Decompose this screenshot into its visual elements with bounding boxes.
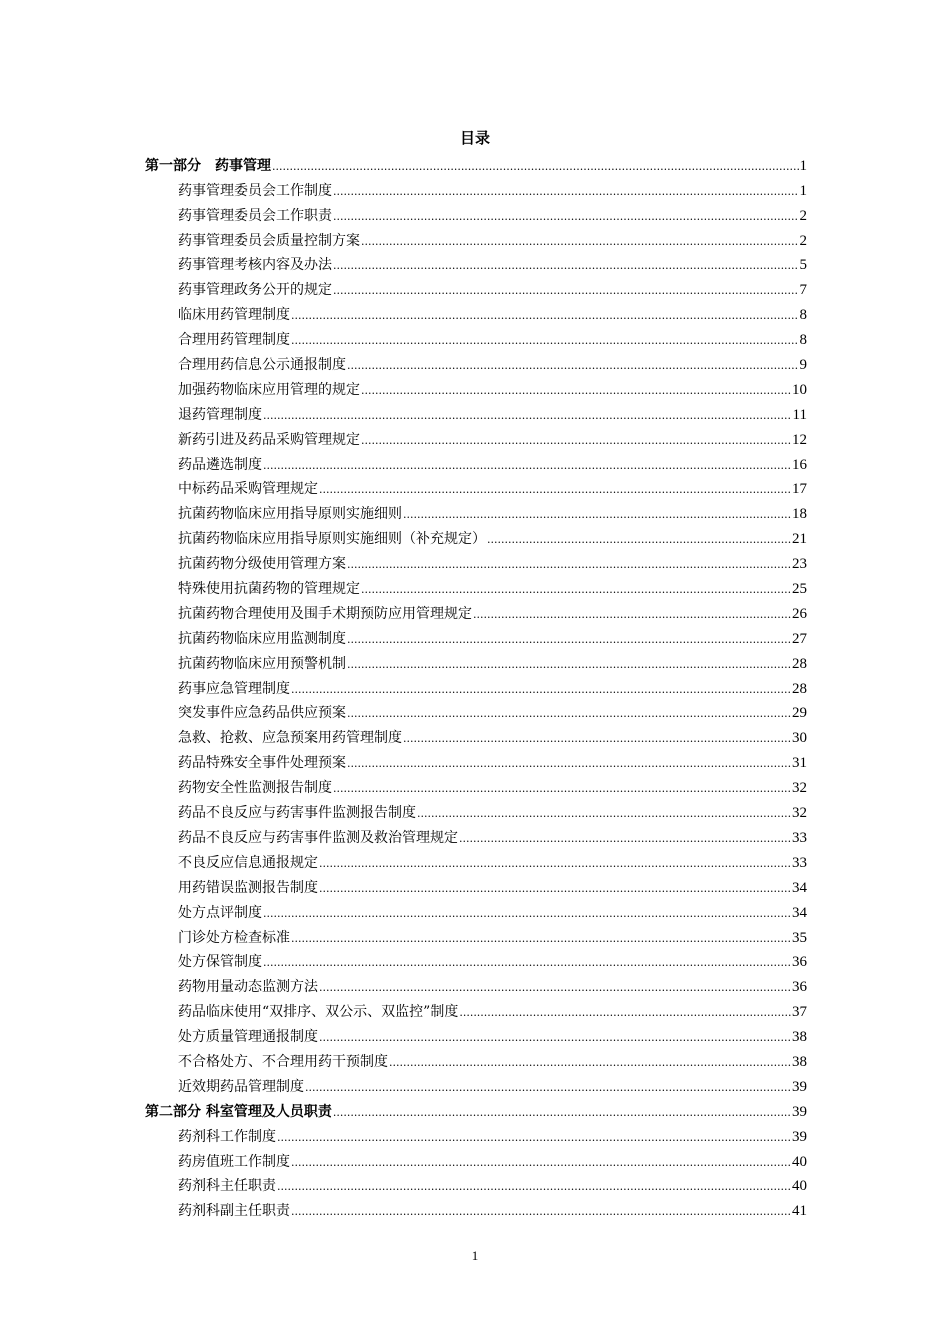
toc-dot-leader xyxy=(347,554,791,574)
toc-entry-label: 药品特殊安全事件处理预案 xyxy=(178,755,346,772)
toc-dot-leader xyxy=(361,231,799,251)
toc-entry[interactable] xyxy=(145,848,807,873)
toc-entry-label: 药物安全性监测报告制度 xyxy=(178,780,332,797)
toc-entry-page: 35 xyxy=(792,929,807,946)
toc-dot-leader xyxy=(487,529,791,549)
toc-entry-page: 28 xyxy=(792,655,807,672)
toc-entry-page: 32 xyxy=(792,780,807,797)
toc-dot-leader xyxy=(333,181,799,201)
toc-entry[interactable] xyxy=(145,325,807,350)
toc-dot-leader xyxy=(319,1027,791,1047)
toc-dot-leader xyxy=(361,430,791,450)
toc-entry[interactable] xyxy=(145,723,807,748)
toc-entry-label: 抗菌药物分级使用管理方案 xyxy=(178,556,346,573)
toc-entry-label: 抗菌药物合理使用及围手术期预防应用管理规定 xyxy=(178,605,472,622)
toc-dot-leader xyxy=(272,156,799,176)
toc-dot-leader xyxy=(277,1176,791,1196)
toc-entry[interactable] xyxy=(145,425,807,450)
toc-entry[interactable] xyxy=(145,350,807,375)
toc-entry-label: 第一部分 药事管理 xyxy=(145,157,271,174)
toc-dot-leader xyxy=(347,753,791,773)
toc-dot-leader xyxy=(305,1077,791,1097)
toc-entry[interactable] xyxy=(145,400,807,425)
toc-dot-leader xyxy=(347,355,799,375)
toc-dot-leader xyxy=(333,206,799,226)
toc-entry-label: 药剂科主任职责 xyxy=(178,1178,276,1195)
toc-dot-leader xyxy=(263,405,792,425)
toc-entry-label: 近效期药品管理制度 xyxy=(178,1078,304,1095)
toc-entry-page: 27 xyxy=(792,630,807,647)
toc-entry[interactable] xyxy=(145,624,807,649)
toc-dot-leader xyxy=(333,778,791,798)
toc-dot-leader xyxy=(263,903,791,923)
toc-entry-label: 突发事件应急药品供应预案 xyxy=(178,705,346,722)
toc-entry-label: 急救、抢救、应急预案用药管理制度 xyxy=(178,730,402,747)
toc-entry-page: 41 xyxy=(792,1203,807,1220)
toc-dot-leader xyxy=(389,1052,791,1072)
toc-entry-page: 7 xyxy=(799,282,807,299)
toc-entry-label: 处方保管制度 xyxy=(178,954,262,971)
toc-entry[interactable] xyxy=(145,1047,807,1072)
toc-entry-page: 38 xyxy=(792,1053,807,1070)
toc-entry[interactable] xyxy=(145,475,807,500)
toc-dot-leader xyxy=(277,1127,791,1147)
toc-entry-page: 30 xyxy=(792,730,807,747)
toc-entry-page: 16 xyxy=(792,456,807,473)
toc-dot-leader xyxy=(333,1102,791,1122)
toc-entry-page: 32 xyxy=(792,805,807,822)
toc-entry-label: 不良反应信息通报规定 xyxy=(178,854,318,871)
toc-dot-leader xyxy=(291,1152,791,1172)
toc-dot-leader xyxy=(403,728,791,748)
toc-entry[interactable] xyxy=(145,499,807,524)
toc-entry-label: 第二部分 科室管理及人员职责 xyxy=(145,1103,332,1120)
toc-entry-page: 28 xyxy=(792,680,807,697)
toc-entry[interactable] xyxy=(145,1122,807,1147)
toc-entry-page: 36 xyxy=(792,979,807,996)
toc-entry-label: 用药错误监测报告制度 xyxy=(178,879,318,896)
toc-entry-page: 33 xyxy=(792,854,807,871)
toc-entry-label: 药品遴选制度 xyxy=(178,456,262,473)
toc-entry-label: 药事管理委员会质量控制方案 xyxy=(178,232,360,249)
toc-entry-page: 39 xyxy=(792,1103,807,1120)
toc-dot-leader xyxy=(263,952,791,972)
toc-entry-label: 加强药物临床应用管理的规定 xyxy=(178,381,360,398)
toc-entry-label: 药事管理委员会工作制度 xyxy=(178,182,332,199)
toc-entry-page: 36 xyxy=(792,954,807,971)
toc-entry-label: 抗菌药物临床应用指导原则实施细则 xyxy=(178,506,402,523)
toc-entry-label: 不合格处方、不合理用药干预制度 xyxy=(178,1053,388,1070)
toc-entry[interactable] xyxy=(145,251,807,276)
toc-entry[interactable] xyxy=(145,948,807,973)
toc-entry[interactable] xyxy=(145,574,807,599)
toc-entry-page: 21 xyxy=(792,531,807,548)
toc-dot-leader xyxy=(473,604,791,624)
toc-entry-page: 2 xyxy=(799,232,807,249)
toc-entry-page: 40 xyxy=(792,1178,807,1195)
toc-entry[interactable] xyxy=(145,275,807,300)
toc-entry-label: 药剂科工作制度 xyxy=(178,1128,276,1145)
toc-dot-leader xyxy=(333,255,799,275)
toc-entry[interactable] xyxy=(145,201,807,226)
toc-entry[interactable] xyxy=(145,1147,807,1172)
toc-entry-page: 2 xyxy=(799,207,807,224)
toc-entry-page: 11 xyxy=(792,406,807,423)
toc-entry-page: 18 xyxy=(792,506,807,523)
toc-title: 目录 xyxy=(459,129,490,147)
toc-entry[interactable] xyxy=(145,524,807,549)
toc-entry[interactable] xyxy=(145,972,807,997)
table-of-contents xyxy=(145,151,807,1221)
toc-entry-label: 药物用量动态监测方法 xyxy=(178,979,318,996)
toc-entry[interactable] xyxy=(145,997,807,1022)
toc-entry[interactable] xyxy=(145,176,807,201)
toc-dot-leader xyxy=(459,1002,791,1022)
toc-entry[interactable] xyxy=(145,873,807,898)
toc-dot-leader xyxy=(319,977,791,997)
toc-part-entry[interactable] xyxy=(145,151,807,176)
toc-entry-page: 40 xyxy=(792,1153,807,1170)
toc-entry-page: 26 xyxy=(792,605,807,622)
toc-entry-page: 34 xyxy=(792,879,807,896)
toc-entry-page: 31 xyxy=(792,755,807,772)
toc-entry-label: 门诊处方检查标准 xyxy=(178,929,290,946)
toc-dot-leader xyxy=(291,305,799,325)
toc-dot-leader xyxy=(319,878,791,898)
toc-entry-page: 25 xyxy=(792,581,807,598)
toc-entry[interactable] xyxy=(145,549,807,574)
toc-entry-label: 合理用药信息公示通报制度 xyxy=(178,357,346,374)
page-number: 1 xyxy=(471,1248,479,1263)
toc-entry-page: 17 xyxy=(792,481,807,498)
toc-dot-leader xyxy=(319,853,791,873)
toc-entry-page: 1 xyxy=(799,157,807,174)
toc-entry[interactable] xyxy=(145,300,807,325)
toc-entry-page: 29 xyxy=(792,705,807,722)
toc-entry-label: 处方质量管理通报制度 xyxy=(178,1029,318,1046)
toc-dot-leader xyxy=(291,1201,791,1221)
toc-entry[interactable] xyxy=(145,699,807,724)
toc-part-entry[interactable] xyxy=(145,1097,807,1122)
toc-entry-page: 8 xyxy=(799,307,807,324)
toc-entry[interactable] xyxy=(145,748,807,773)
toc-dot-leader xyxy=(459,828,791,848)
toc-entry-label: 处方点评制度 xyxy=(178,904,262,921)
toc-entry[interactable] xyxy=(145,649,807,674)
toc-entry[interactable] xyxy=(145,450,807,475)
toc-entry-page: 39 xyxy=(792,1128,807,1145)
toc-entry-page: 10 xyxy=(792,381,807,398)
toc-entry-label: 抗菌药物临床应用指导原则实施细则（补充规定） xyxy=(178,531,486,548)
toc-entry-page: 38 xyxy=(792,1029,807,1046)
toc-entry-label: 药剂科副主任职责 xyxy=(178,1203,290,1220)
toc-dot-leader xyxy=(319,479,791,499)
toc-entry[interactable] xyxy=(145,226,807,251)
toc-entry-page: 12 xyxy=(792,431,807,448)
toc-entry-label: 药事管理委员会工作职责 xyxy=(178,207,332,224)
toc-entry-page: 8 xyxy=(799,332,807,349)
toc-entry[interactable] xyxy=(145,375,807,400)
toc-dot-leader xyxy=(347,654,791,674)
toc-entry-label: 退药管理制度 xyxy=(178,406,262,423)
toc-dot-leader xyxy=(347,629,791,649)
toc-entry-label: 中标药品采购管理规定 xyxy=(178,481,318,498)
toc-dot-leader xyxy=(361,579,791,599)
toc-entry[interactable] xyxy=(145,1196,807,1221)
toc-dot-leader xyxy=(347,703,791,723)
toc-entry-page: 23 xyxy=(792,556,807,573)
toc-entry[interactable] xyxy=(145,923,807,948)
toc-entry-label: 药品不良反应与药害事件监测报告制度 xyxy=(178,805,416,822)
toc-entry[interactable] xyxy=(145,1172,807,1197)
toc-entry-label: 新药引进及药品采购管理规定 xyxy=(178,431,360,448)
toc-entry-label: 临床用药管理制度 xyxy=(178,307,290,324)
toc-dot-leader xyxy=(291,330,799,350)
toc-entry-label: 药事管理政务公开的规定 xyxy=(178,282,332,299)
toc-entry-label: 药房值班工作制度 xyxy=(178,1153,290,1170)
toc-entry-page: 33 xyxy=(792,829,807,846)
toc-entry-label: 合理用药管理制度 xyxy=(178,332,290,349)
toc-entry-page: 39 xyxy=(792,1078,807,1095)
toc-entry-page: 37 xyxy=(792,1004,807,1021)
toc-dot-leader xyxy=(417,803,791,823)
toc-dot-leader xyxy=(403,504,791,524)
toc-dot-leader xyxy=(263,455,791,475)
toc-entry[interactable] xyxy=(145,823,807,848)
toc-entry[interactable] xyxy=(145,898,807,923)
toc-dot-leader xyxy=(333,280,799,300)
toc-entry-label: 抗菌药物临床应用监测制度 xyxy=(178,630,346,647)
toc-entry[interactable] xyxy=(145,1022,807,1047)
toc-entry-label: 药品临床使用“双排序、双公示、双监控”制度 xyxy=(178,1004,459,1021)
toc-entry[interactable] xyxy=(145,674,807,699)
toc-dot-leader xyxy=(361,380,791,400)
toc-entry-page: 1 xyxy=(799,182,807,199)
toc-entry-label: 特殊使用抗菌药物的管理规定 xyxy=(178,581,360,598)
toc-entry[interactable] xyxy=(145,773,807,798)
toc-dot-leader xyxy=(291,928,791,948)
toc-entry-page: 34 xyxy=(792,904,807,921)
toc-dot-leader xyxy=(291,679,791,699)
toc-entry-label: 药品不良反应与药害事件监测及救治管理规定 xyxy=(178,829,458,846)
toc-entry[interactable] xyxy=(145,599,807,624)
toc-entry-page: 5 xyxy=(799,257,807,274)
toc-entry-label: 药事应急管理制度 xyxy=(178,680,290,697)
toc-entry[interactable] xyxy=(145,798,807,823)
toc-entry-label: 抗菌药物临床应用预警机制 xyxy=(178,655,346,672)
toc-entry-label: 药事管理考核内容及办法 xyxy=(178,257,332,274)
toc-entry-page: 9 xyxy=(799,357,807,374)
toc-entry[interactable] xyxy=(145,1072,807,1097)
